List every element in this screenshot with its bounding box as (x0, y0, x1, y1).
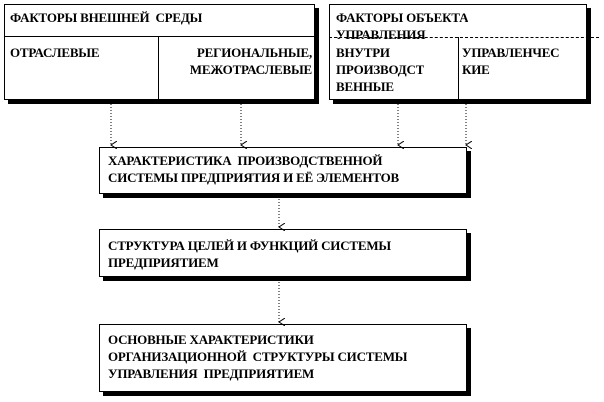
production-system-label: ХАРАКТЕРИСТИКА ПРОИЗВОДСТВЕННОЙ СИСТЕМЫ ПРЕДПРИЯТИЯ И ЕЁ ЭЛЕМЕНТОВ (108, 153, 400, 185)
object-factors-title: ФАКТОРЫ ОБЪЕКТА УПРАВЛЕНИЯ (336, 10, 469, 42)
external-factors-title: ФАКТОРЫ ВНЕШНЕЙ СРЕДЫ (10, 10, 203, 25)
goals-structure-label: СТРУКТУРА ЦЕЛЕЙ И ФУНКЦИЙ СИСТЕМЫ ПРЕДПРИЯТИЕМ (108, 238, 391, 270)
regional-factors-label: РЕГИОНАЛЬНЫЕ, МЕЖОТРАСЛЕВЫЕ (189, 45, 312, 77)
internal-factors-label: ВНУТРИ ПРОИЗВОДСТ ВЕННЫЕ (336, 45, 425, 94)
org-structure-label: ОСНОВНЫЕ ХАРАКТЕРИСТИКИ ОРГАНИЗАЦИОННОЙ СТРУКТУРЫ СИСТЕМЫ УПРАВЛЕНИЯ ПРЕДПРИЯТИЕМ (108, 332, 408, 381)
managerial-factors-label: УПРАВЛЕНЧЕС КИЕ (462, 45, 560, 77)
sector-factors-label: ОТРАСЛЕВЫЕ (10, 45, 100, 60)
